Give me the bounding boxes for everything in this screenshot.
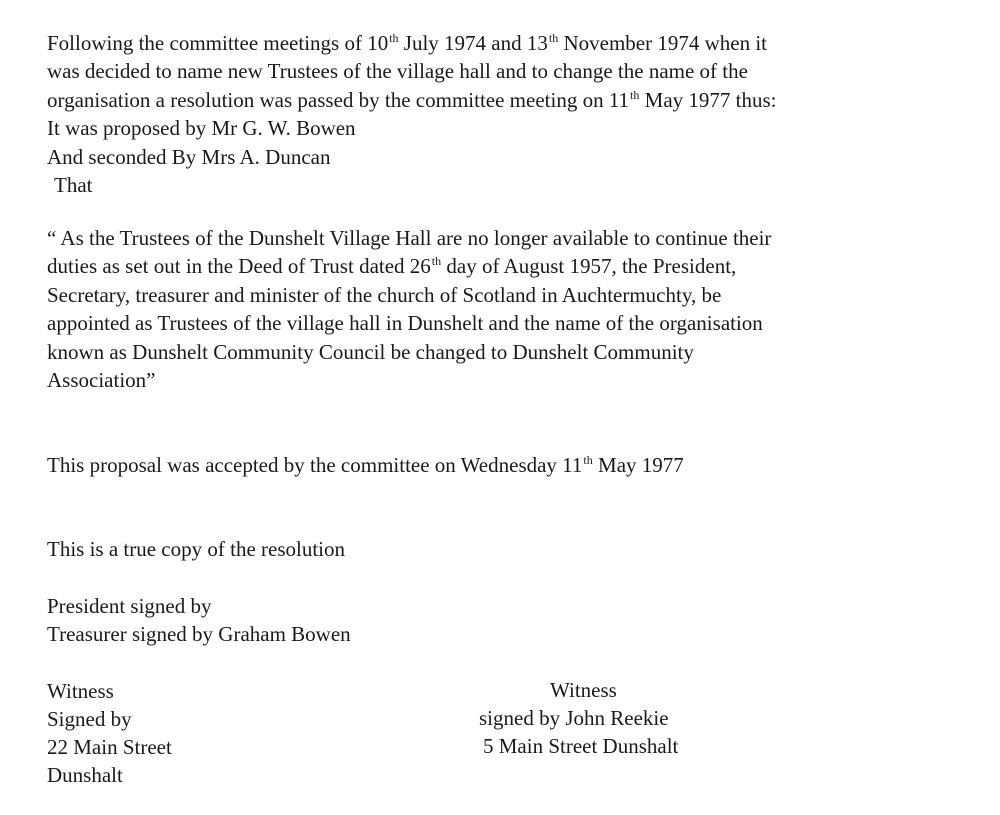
- intro-paragraph: [47, 29, 947, 199]
- witness-left-title: Witness: [47, 679, 114, 703]
- witness-right-address: 5 Main Street Dunshalt: [483, 734, 679, 758]
- witness-left-address: 22 Main Street: [47, 735, 172, 759]
- witness-left: [47, 677, 367, 789]
- president-signature-line: President signed by: [47, 594, 212, 618]
- ordinal-suffix: th: [431, 254, 442, 269]
- witness-right-signed: signed by John Reekie: [479, 706, 669, 730]
- ordinal-suffix: th: [389, 31, 399, 45]
- signatures: [47, 592, 947, 649]
- resolution-line-3: Secretary, treasurer and minister of the church of Scotland in Auchtermuchty, be: [47, 282, 722, 307]
- witness-right-title: Witness: [550, 678, 617, 702]
- true-copy-statement: [47, 535, 947, 563]
- resolution-quote: [47, 224, 947, 394]
- resolution-line-4: appointed as Trustees of the village hall in Dunshelt and the name of the organisation: [47, 311, 763, 336]
- intro-line-3-text-a: organisation a resolution was passed by the committee meeting on 11: [47, 87, 630, 112]
- intro-line-1: [47, 29, 947, 57]
- seconder-line: And seconded By Mrs A. Duncan: [47, 144, 331, 169]
- treasurer-signature-line: Treasurer signed by Graham Bowen: [47, 622, 351, 647]
- resolution-line-6: Association”: [47, 367, 156, 392]
- witness-left-town: Dunshalt: [47, 763, 123, 787]
- acceptance-text-b: May 1977: [592, 453, 684, 477]
- intro-line-1-text-b: July 1974 and 13: [398, 31, 548, 55]
- intro-line-3: [47, 86, 947, 114]
- true-copy-line: This is a true copy of the resolution: [47, 537, 346, 561]
- ordinal-suffix: th: [630, 87, 640, 102]
- resolution-line-5: known as Dunshelt Community Council be changed to Dunshelt Community: [47, 339, 694, 364]
- intro-line-1-text-a: Following the committee meetings of 10: [47, 31, 389, 55]
- proposer-line: It was proposed by Mr G. W. Bowen: [47, 116, 356, 141]
- witness-right: [479, 676, 839, 760]
- ordinal-suffix: th: [548, 31, 559, 45]
- resolution-line-2-text-a: duties as set out in the Deed of Trust dated 26: [47, 254, 431, 279]
- ordinal-suffix: th: [583, 453, 593, 467]
- resolution-line-1: “ As the Trustees of the Dunshelt Village Hall are no longer available to continue their: [47, 226, 772, 250]
- acceptance-text-a: This proposal was accepted by the committee on Wednesday 11: [47, 453, 583, 477]
- intro-line-2: was decided to name new Trustees of the village hall and to change the name of the: [47, 59, 748, 84]
- resolution-line-2-text-b: day of August 1957, the President,: [441, 254, 737, 279]
- that-line: That: [54, 172, 93, 197]
- resolution-line-2: [47, 252, 947, 280]
- acceptance-line: [47, 451, 947, 479]
- witness-left-signed: Signed by: [47, 707, 132, 731]
- acceptance-statement: [47, 451, 947, 479]
- intro-line-1-text-c: November 1974 when it: [558, 31, 768, 55]
- intro-line-3-text-b: May 1977 thus:: [639, 87, 777, 112]
